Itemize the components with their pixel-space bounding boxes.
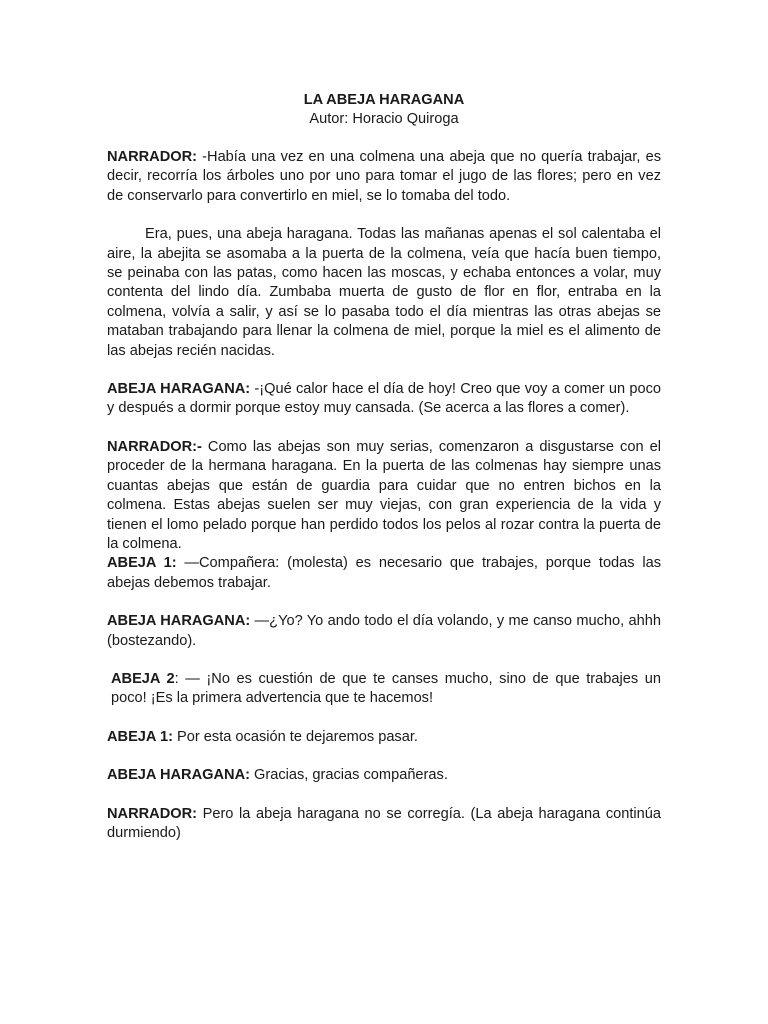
paragraph-text: Gracias, gracias compañeras. — [249, 767, 448, 784]
paragraph-text: Como las abejas son muy serias, comenzaron a disgustarse con el proceder de la hermana haragana. En la puerta de las colmenas hay siempre unas cuantas abejas que están de guardia para cuidar que no entren bichos en la colmena. Estas abejas suelen ser muy viejas, con gran experiencia de la vida y tienen el lomo pelado porque han perdido todos los pelos al rozar contra la puerta de la colmena. — [107, 438, 661, 552]
document-author: Autor: Horacio Quiroga — [309, 111, 459, 127]
paragraph-narration — [107, 225, 661, 361]
paragraph-text: —Compañera: (molesta) es necesario que trabajes, porque todas las abejas debemos trabajar. — [107, 555, 661, 591]
speaker-label: ABEJA HARAGANA: — [107, 381, 251, 398]
speaker-label: ABEJA HARAGANA: — [107, 767, 250, 784]
document-body — [107, 91, 661, 862]
paragraph-text: Pero la abeja haragana no se corregía. (La abeja haragana continúa durmiendo) — [107, 805, 661, 841]
paragraph-narrador-3 — [107, 805, 661, 844]
speaker-label: ABEJA 1: — [107, 555, 177, 572]
paragraph-narrador-1 — [107, 148, 661, 206]
paragraph-text: -¡Qué calor hace el día de hoy! Creo que voy a comer un poco y después a dormir porque estoy muy cansada. (Se acerca a las flores a comer). — [107, 381, 661, 417]
paragraph-text: Era, pues, una abeja haragana. Todas las mañanas apenas el sol calentaba el aire, la abejita se asomaba a la puerta de la colmena, veía que hacía buen tiempo, se peinaba con las patas, como hacen las moscas, y echaba entonces a volar, muy contenta del lindo día. Zumbaba muerta de gusto de flor en flor, entraba en la colmena, volvía a salir, y así se lo pasaba todo el día mientras las otras abejas se mataban trabajando para llenar la colmena de miel, porque la miel es el alimento de las abejas recién nacidas. — [107, 226, 661, 359]
paragraph-abeja-haragana-2 — [107, 612, 661, 651]
speaker-label: ABEJA 1: — [107, 728, 173, 745]
speaker-label: NARRADOR: — [107, 149, 197, 165]
paragraph-abeja-haragana-1 — [107, 380, 661, 419]
paragraph-abeja-1-a — [107, 554, 661, 593]
speaker-label: ABEJA 2 — [111, 670, 175, 687]
speaker-label: NARRADOR:- — [107, 438, 202, 455]
document-title: LA ABEJA HARAGANA — [303, 92, 465, 108]
title-block — [107, 91, 661, 129]
paragraph-narrador-2 — [107, 438, 661, 554]
paragraph-abeja-haragana-3 — [107, 766, 661, 785]
speaker-label: NARRADOR: — [107, 805, 197, 822]
paragraph-text: Por esta ocasión te dejaremos pasar. — [172, 728, 418, 745]
speaker-label: ABEJA HARAGANA: — [107, 613, 251, 630]
paragraph-abeja-2 — [107, 670, 661, 709]
paragraph-text: : — ¡No es cuestión de que te canses mucho, sino de que trabajes un poco! ¡Es la primera advertencia que te hacemos! — [111, 670, 661, 707]
paragraph-text: —¿Yo? Yo ando todo el día volando, y me canso mucho, ahhh (bostezando). — [107, 613, 661, 649]
paragraph-abeja-1-b — [107, 728, 661, 747]
paragraph-text: -Había una vez en una colmena una abeja que no quería trabajar, es decir, recorría los árboles uno por uno para tomar el jugo de las flores; pero en vez de conservarlo para convertirlo en miel, se lo tomaba del todo. — [107, 149, 661, 204]
